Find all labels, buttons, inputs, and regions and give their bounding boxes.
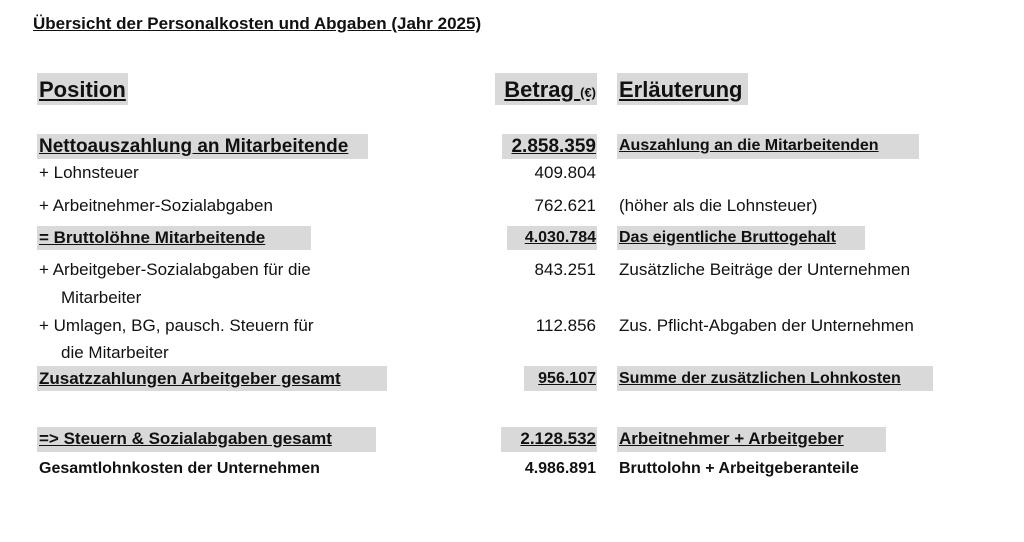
row-erlaeuterung: Summe der zusätzlichen Lohnkosten: [619, 370, 901, 387]
header-erlaeuterung: Erläuterung: [619, 77, 743, 102]
header-betrag-label: Betrag: [504, 77, 574, 102]
row-betrag: 2.858.359: [511, 136, 596, 157]
row-position: + Lohnsteuer: [39, 163, 139, 182]
row-erlaeuterung: (höher als die Lohnsteuer): [619, 196, 818, 215]
document-title: Übersicht der Personalkosten und Abgaben (Jahr 2025): [33, 14, 482, 33]
header-betrag: [480, 77, 596, 103]
row-position: Nettoauszahlung an Mitarbeitende: [39, 136, 349, 157]
row-erlaeuterung: Zus. Pflicht-Abgaben der Unternehmen: [619, 316, 914, 335]
row-position: Gesamtlohnkosten der Unternehmen: [39, 460, 320, 477]
row-betrag: 112.856: [535, 316, 596, 335]
row-position: => Steuern & Sozialabgaben gesamt: [39, 429, 332, 448]
row-betrag: 956.107: [538, 370, 596, 387]
row-betrag: 762.621: [534, 196, 596, 215]
row-erlaeuterung: Arbeitnehmer + Arbeitgeber: [619, 429, 844, 448]
row-position: + Umlagen, BG, pausch. Steuern für: [39, 316, 314, 335]
row-position: + Arbeitnehmer-Sozialabgaben: [39, 196, 273, 215]
row-betrag: 843.251: [534, 260, 596, 279]
row-betrag: 409.804: [534, 163, 596, 182]
row-betrag: 2.128.532: [520, 429, 596, 448]
row-erlaeuterung: Auszahlung an die Mitarbeitenden: [619, 137, 879, 154]
row-position: = Bruttolöhne Mitarbeitende: [39, 228, 266, 247]
row-erlaeuterung: Bruttolohn + Arbeitgeberanteile: [619, 460, 859, 477]
row-betrag: 4.030.784: [524, 229, 596, 246]
row-position-cont: die Mitarbeiter: [61, 343, 169, 362]
header-betrag-unit: (€): [580, 85, 596, 100]
row-position: Zusatzzahlungen Arbeitgeber gesamt: [39, 369, 341, 388]
row-position-cont: Mitarbeiter: [61, 288, 142, 307]
row-erlaeuterung: Zusätzliche Beiträge der Unternehmen: [619, 260, 911, 279]
header-position: Position: [39, 77, 126, 102]
row-betrag: 4.986.891: [524, 460, 596, 477]
row-position: + Arbeitgeber-Sozialabgaben für die: [39, 260, 311, 279]
row-erlaeuterung: Das eigentliche Bruttogehalt: [619, 229, 836, 246]
